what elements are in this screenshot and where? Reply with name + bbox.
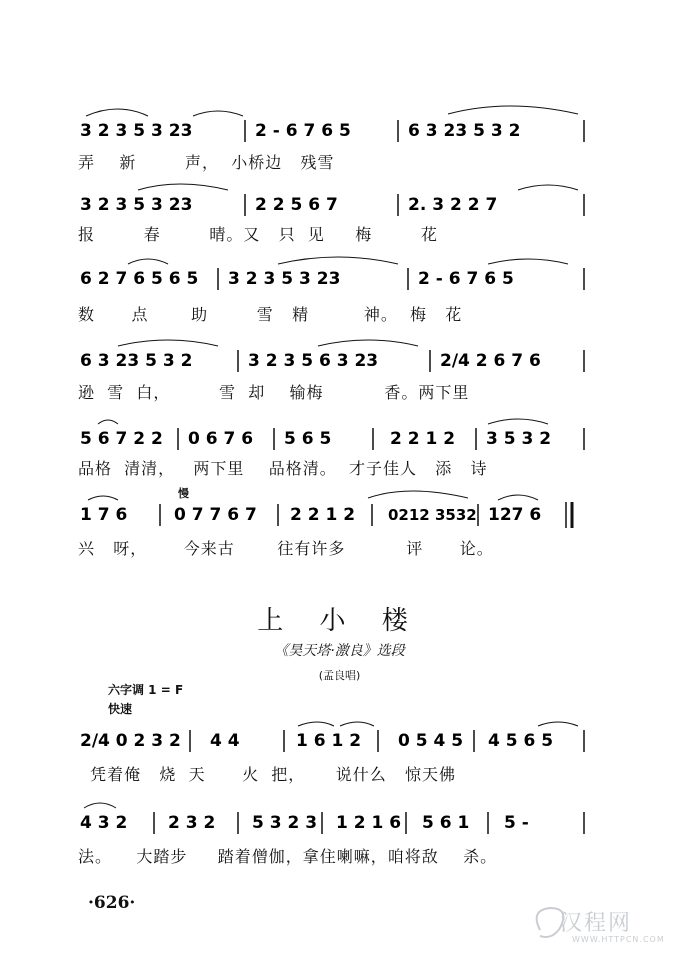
svg-text:2 2 1 2: 2 2 1 2 [390,429,456,449]
staff-line-6 [78,496,588,536]
song-subtitle: 《昊天塔·激良》选段 [274,643,405,659]
staff-line-7 [78,722,588,762]
lyric-line-3: 数 点 助 雪 精 神。 梅 花 [78,305,463,324]
svg-text:5 6 1: 5 6 1 [422,813,470,833]
svg-text:1 6 1 2: 1 6 1 2 [296,731,362,751]
lyric-line-7: 凭着俺 烧 天 火 把， 说什么 惊天佛 [78,765,456,784]
singer-credit: (孟良唱) [318,669,361,682]
svg-text:0212 3532: 0212 3532 [388,506,477,524]
svg-text:5 3 2 3: 5 3 2 3 [252,813,318,833]
svg-text:2/4 2 6 7 6: 2/4 2 6 7 6 [440,351,541,371]
lyric-line-2: 报 春 晴。又 只 见 梅 花 [78,225,438,244]
lyric-line-6: 兴 呀， 今来古 往有许多 评 论。 [78,539,494,558]
svg-text:4 4: 4 4 [210,731,240,751]
svg-text:4 3 2: 4 3 2 [80,813,128,833]
watermark-url: WWW.HTTPCN.COM [572,935,665,944]
tempo-mark: 慢 [178,487,189,500]
lyric-line-5: 品格 清清， 两下里 品格清。 才子佳人 添 诗 [78,459,488,478]
svg-text:2/4 0 2 3 2: 2/4 0 2 3 2 [80,731,181,751]
svg-text:6 3 23 5 3 2: 6 3 23 5 3 2 [408,121,521,141]
lyric-line-8: 法。 大踏步 踏着僧伽，拿住喇嘛，咱将敌 杀。 [78,847,498,866]
staff-line-5 [78,420,588,460]
svg-text:2 2 5 6 7: 2 2 5 6 7 [255,195,338,215]
staff-line-1 [78,112,588,152]
svg-text:2. 3 2 2 7: 2. 3 2 2 7 [408,195,498,215]
svg-text:2 3 2: 2 3 2 [168,813,216,833]
svg-text:2 - 6 7 6 5: 2 - 6 7 6 5 [255,121,351,141]
svg-text:0 5 4 5: 0 5 4 5 [398,731,464,751]
lyric-line-4: 逊 雪 白， 雪 却 输梅 香。两下里 [78,383,470,402]
measure: 3 2 3 5 3 23 [80,121,193,141]
svg-text:5 -: 5 - [504,813,529,833]
page-number: ·626· [88,893,136,913]
svg-text:5 6 5: 5 6 5 [284,429,332,449]
svg-text:2 - 6 7 6 5: 2 - 6 7 6 5 [418,269,514,289]
svg-text:6 2 7 6 5 6 5: 6 2 7 6 5 6 5 [80,269,199,289]
svg-text:3 5 3 2: 3 5 3 2 [486,429,552,449]
watermark-swirl-icon [500,900,670,950]
svg-text:0 7 7 6 7: 0 7 7 6 7 [174,505,257,525]
staff-line-3 [78,260,588,300]
svg-text:5 6 7 2 2: 5 6 7 2 2 [80,429,163,449]
svg-text:4 5 6 5: 4 5 6 5 [488,731,554,751]
svg-text:1 7 6: 1 7 6 [80,505,128,525]
key-signature: 六字调 1 = F [108,683,184,697]
song-title: 上 小 楼 [257,606,422,636]
svg-text:3 2 3 5 3 23: 3 2 3 5 3 23 [80,195,193,215]
svg-text:2 2 1 2: 2 2 1 2 [290,505,356,525]
svg-text:0 6 7 6: 0 6 7 6 [188,429,254,449]
staff-line-2 [78,186,588,226]
svg-text:3 2 3 5 3 23: 3 2 3 5 3 23 [228,269,341,289]
staff-line-8 [78,804,588,844]
svg-text:3 2 3 5 6 3 23: 3 2 3 5 6 3 23 [248,351,379,371]
staff-line-4 [78,342,588,382]
tempo-marking: 快速 [108,702,133,716]
lyric-line-1: 弄 新 声， 小桥边 残雪 [78,153,335,172]
svg-text:1 2 1 6: 1 2 1 6 [336,813,402,833]
svg-text:127 6: 127 6 [488,505,542,525]
watermark-logo: 汉程网 [560,911,633,936]
svg-text:6 3 23 5 3 2: 6 3 23 5 3 2 [80,351,193,371]
